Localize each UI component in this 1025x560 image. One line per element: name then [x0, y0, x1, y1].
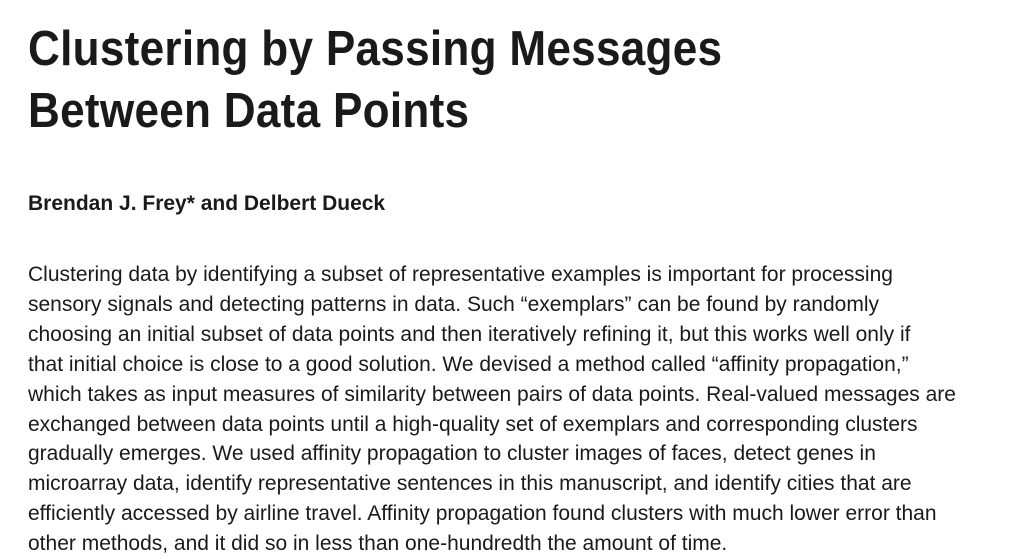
abstract-line: exchanged between data points until a high-quality set of exemplars and corresponding clusters	[28, 412, 918, 436]
abstract-line: choosing an initial subset of data points and then iteratively refining it, but this works well only if	[28, 322, 911, 346]
abstract-line: efficiently accessed by airline travel. Affinity propagation found clusters with much lower error than	[28, 502, 937, 526]
paper-authors: Brendan J. Frey* and Delbert Dueck	[28, 192, 386, 215]
abstract-line: that initial choice is close to a good solution. We devised a method called “affinity propagation,”	[28, 352, 909, 376]
paper-page	[28, 0, 1018, 560]
title-line-1: Clustering by Passing Messages	[28, 22, 723, 76]
paper-abstract	[28, 260, 1018, 559]
abstract-line: Clustering data by identifying a subset of representative examples is important for processing	[28, 263, 893, 286]
abstract-line: which takes as input measures of similarity between pairs of data points. Real-valued messages are	[28, 382, 956, 406]
abstract-line: gradually emerges. We used affinity propagation to cluster images of faces, detect genes in	[28, 442, 876, 466]
abstract-line: microarray data, identify representative sentences in this manuscript, and identify cities that are	[28, 472, 912, 496]
abstract-line: other methods, and it did so in less than one-hundredth the amount of time.	[28, 532, 728, 556]
paper-title	[28, 18, 928, 142]
abstract-line: sensory signals and detecting patterns in data. Such “exemplars” can be found by randomly	[28, 292, 879, 316]
title-line-2: Between Data Points	[28, 84, 470, 138]
